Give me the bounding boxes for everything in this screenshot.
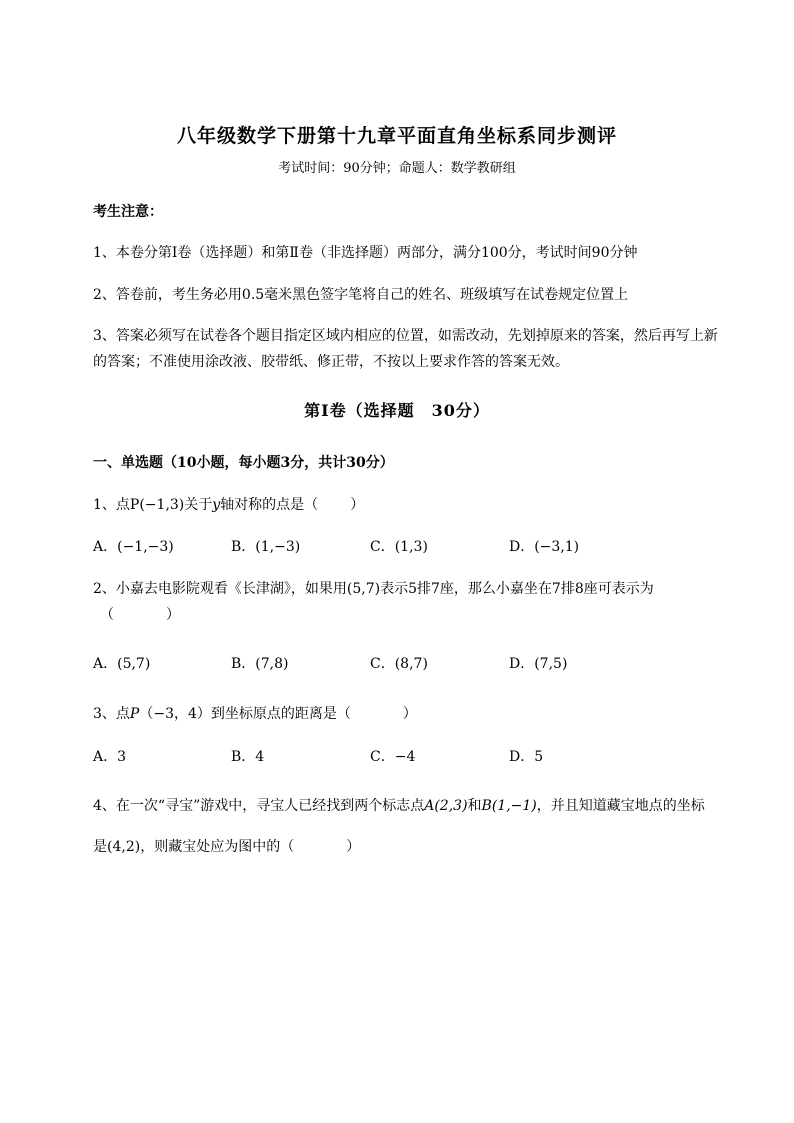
notice-item-1: 1、本卷分第Ⅰ卷（选择题）和第Ⅱ卷（非选择题）两部分，满分100分，考试时间90分钟 <box>93 245 638 261</box>
q1-axis-var: y <box>212 497 221 513</box>
question-4-stem-line2 <box>93 836 360 856</box>
notice-heading: 考生注意： <box>93 204 163 220</box>
q4-point-b: B(1,−1) <box>481 798 537 814</box>
q1-post: 轴对称的点是（ <box>220 497 319 513</box>
question-2-stem <box>93 578 654 598</box>
q1-mid: 关于 <box>184 497 213 513</box>
q3-option-a[interactable]: A．3 <box>93 749 127 765</box>
q2-paren-open: （ <box>100 607 114 623</box>
notice-item-3: 3、答案必须写在试卷各个题目指定区域内相应的位置，如需改动，先划掉原来的答案，然后再写上新 <box>93 328 718 344</box>
q3-end: ） <box>402 706 417 722</box>
q1-option-a[interactable]: A．(−1,−3) <box>93 539 174 555</box>
q2-post: 表示5排7座，那么小嘉坐在7排8座可表示为 <box>380 581 654 597</box>
q2-option-a[interactable]: A．(5,7) <box>93 656 151 672</box>
q2-pre: 2、小嘉去电影院观看《长津湖》，如果用 <box>93 581 347 597</box>
q1-option-b[interactable]: B．(1,−3) <box>231 539 301 555</box>
part-heading: 一、单选题（10小题，每小题3分，共计30分） <box>93 455 394 471</box>
q2-option-d[interactable]: D．(7,5) <box>509 656 568 672</box>
notice-item-3-continued: 的答案；不准使用涂改液、胶带纸、修正带，不按以上要求作答的答案无效。 <box>93 354 569 370</box>
question-3-stem <box>93 703 417 723</box>
section-title: 第Ⅰ卷（选择题 30分） <box>304 401 490 420</box>
q2-option-b[interactable]: B．(7,8) <box>231 656 289 672</box>
q3-option-d[interactable]: D．5 <box>509 749 544 765</box>
q4-and: 和 <box>467 798 482 814</box>
exam-title: 八年级数学下册第十九章平面直角坐标系同步测评 <box>176 125 617 147</box>
q4-end: ） <box>346 839 361 855</box>
q1-option-d[interactable]: D．(−3,1) <box>509 539 580 555</box>
q3-option-b[interactable]: B．4 <box>231 749 265 765</box>
question-2-stem-line2 <box>100 604 180 624</box>
q3-post: （−3，4）到坐标原点的距离是（ <box>139 706 351 722</box>
q1-pre: 1、点 <box>93 497 130 513</box>
q2-paren-close: ） <box>166 607 180 623</box>
notice-item-2: 2、答卷前，考生务必用0.5毫米黑色签字笔将自己的姓名、班级填写在试卷规定位置上 <box>93 287 629 303</box>
q4-treasure-coord: (4,2) <box>107 839 141 855</box>
q1-end: ） <box>350 497 365 513</box>
q4-pre: 4、在一次“寻宝”游戏中，寻宝人已经找到两个标志点 <box>93 798 425 814</box>
q3-option-c[interactable]: C．−4 <box>370 749 416 765</box>
q1-option-c[interactable]: C．(1,3) <box>370 539 428 555</box>
q4-point-a: A(2,3) <box>424 798 468 814</box>
q3-pre: 3、点 <box>93 706 130 722</box>
q1-point: P(−1,3) <box>129 497 185 513</box>
q4-line2-pre: 是 <box>93 839 107 855</box>
exam-subtitle: 考试时间：90分钟；命题人：数学教研组 <box>278 161 516 176</box>
question-1-stem <box>93 494 364 514</box>
question-4-stem <box>93 795 705 815</box>
q3-point-var: P <box>129 706 140 722</box>
q2-option-c[interactable]: C．(8,7) <box>370 656 428 672</box>
q2-coord: (5,7) <box>346 581 381 597</box>
q4-post: ，并且知道藏宝地点的坐标 <box>536 798 705 814</box>
q4-line2: ，则藏宝处应为图中的（ <box>140 839 295 855</box>
